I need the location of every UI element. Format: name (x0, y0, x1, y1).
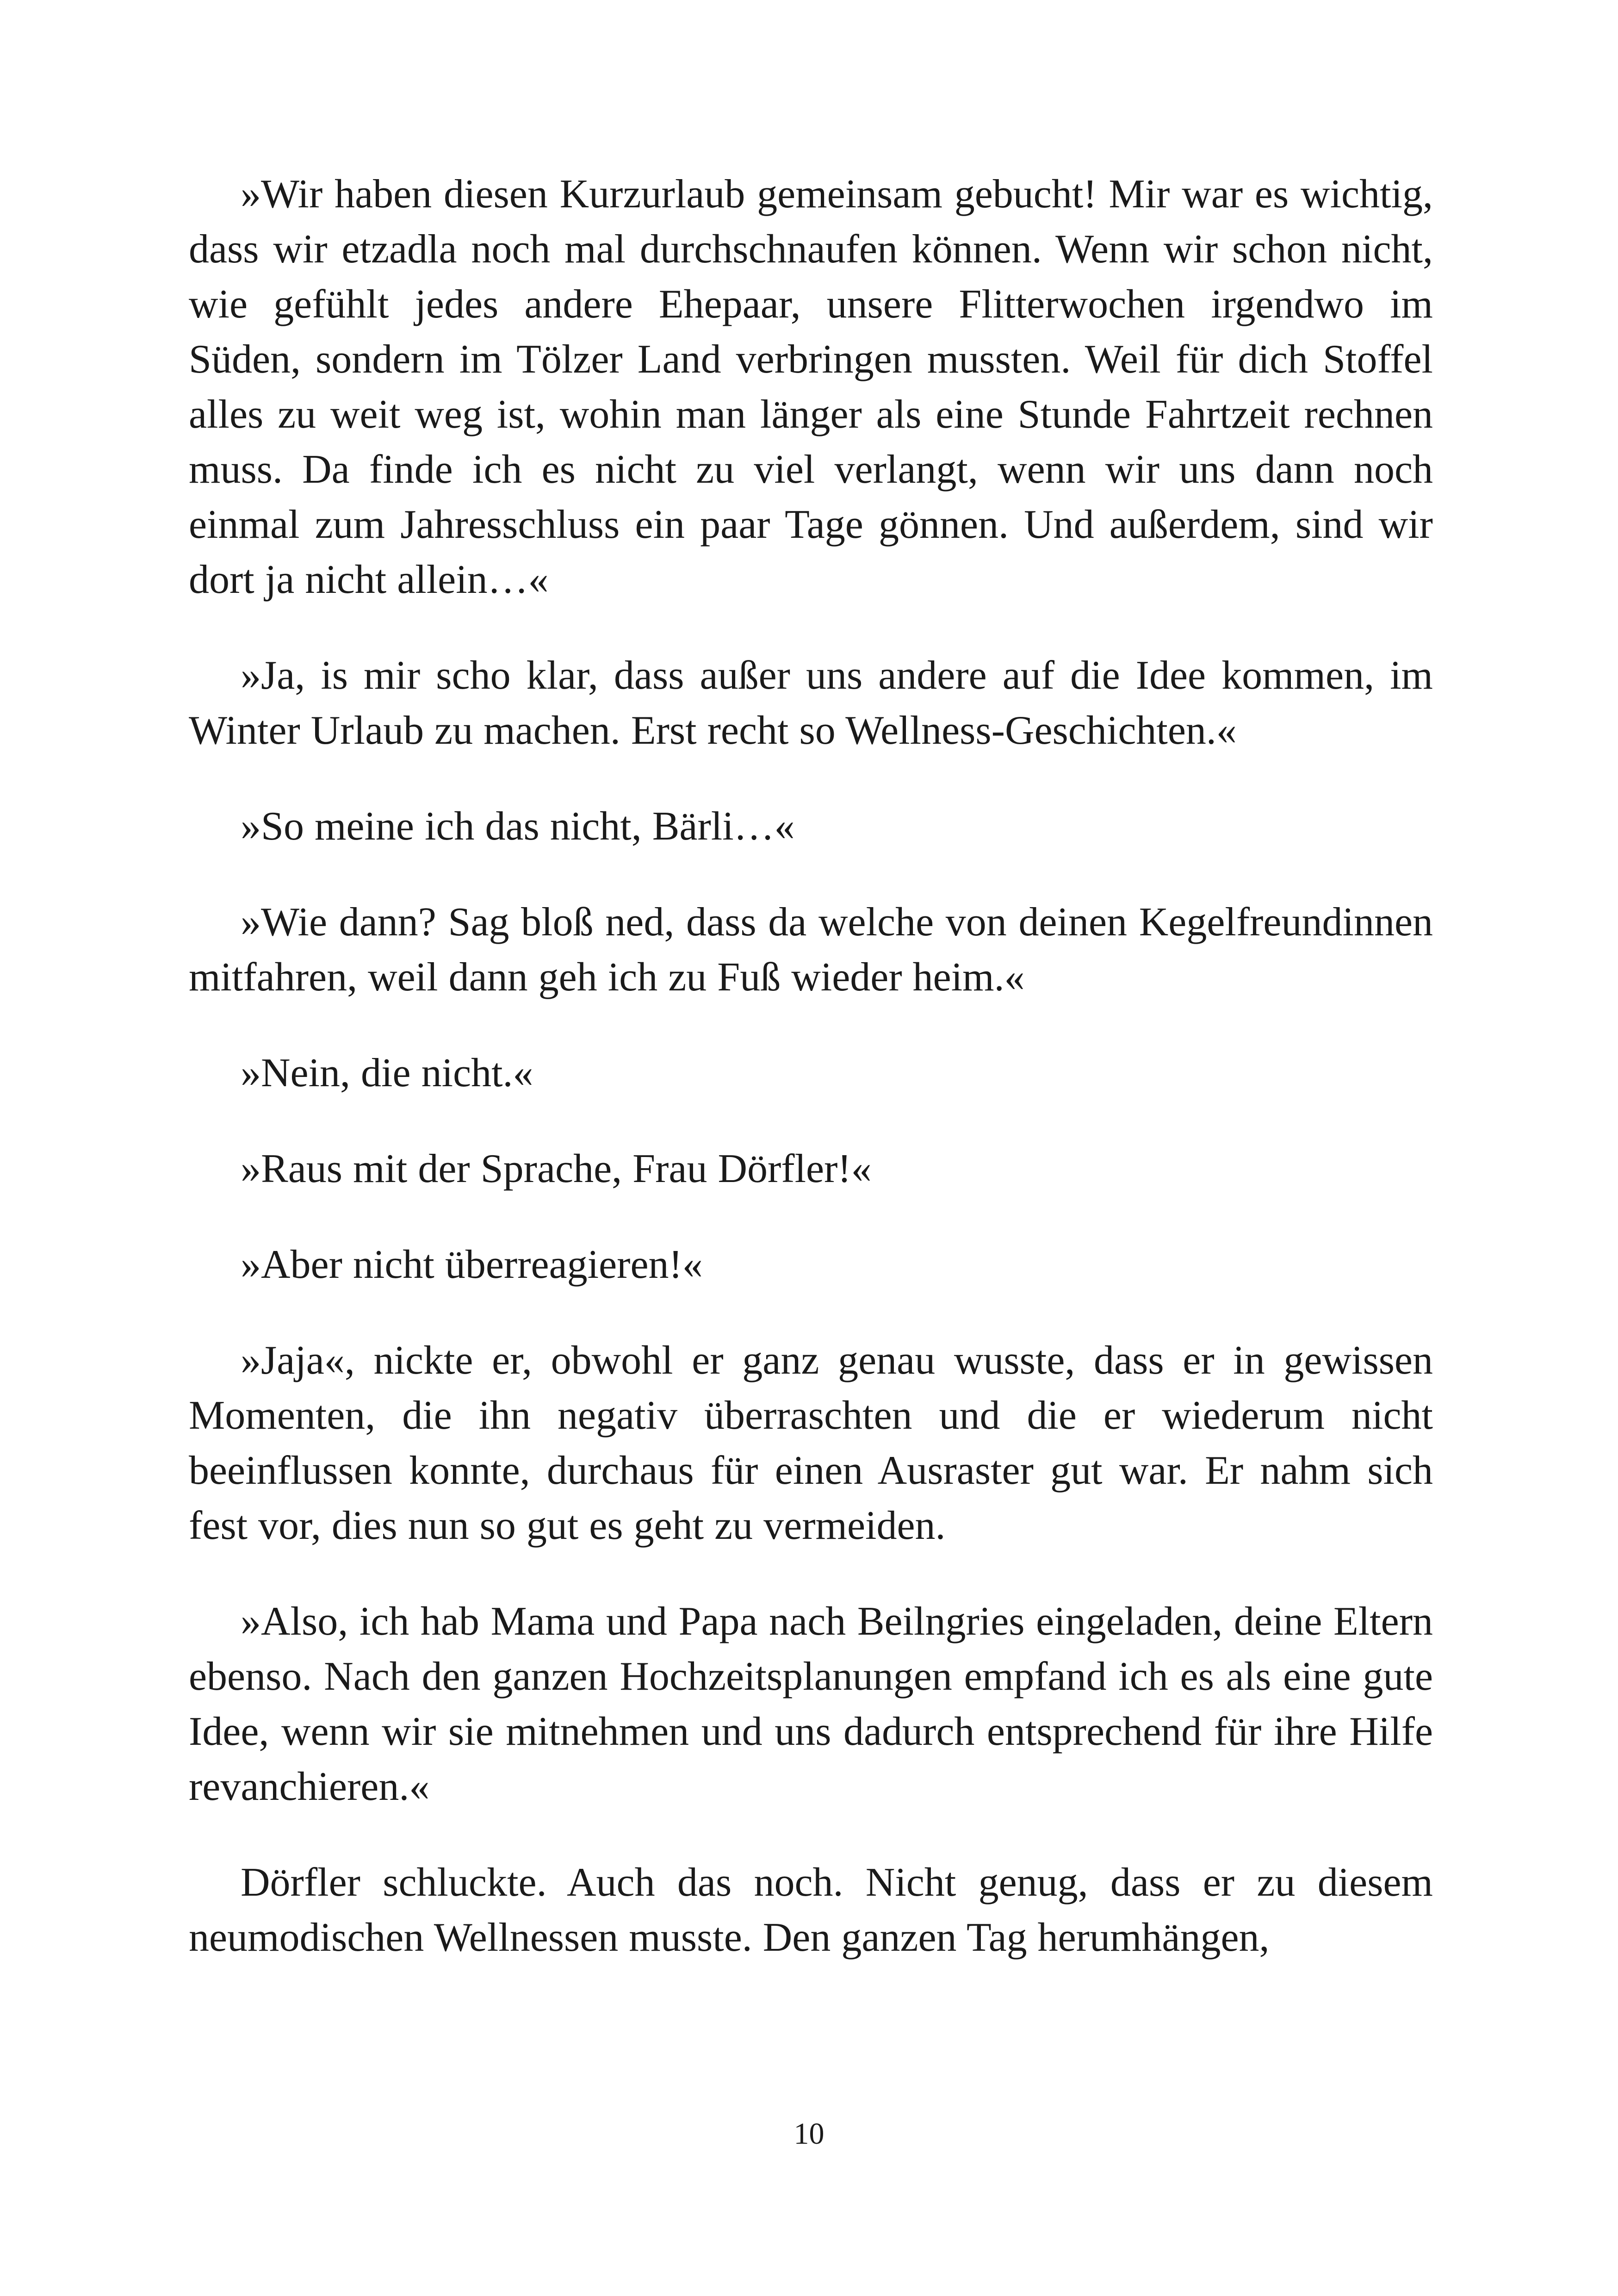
paragraph: »Also, ich hab Mama und Papa nach Beilngries eingeladen, deine Eltern ebenso. Nach den ganzen Hochzeitsplanungen empfand ich es als eine gute Idee, wenn wir sie mitnehmen und uns dadurch entsprechend für ihre Hilfe revanchieren.« (189, 1599, 1433, 1809)
paragraph: »Ja, is mir scho klar, dass außer uns andere auf die Idee kommen, im Winter Urlaub zu machen. Erst recht so Wellness-Geschichten.« (189, 653, 1433, 753)
paragraph: »Wie dann? Sag bloß ned, dass da welche von deinen Kegelfreundinnen mitfahren, weil dann geh ich zu Fuß wieder heim.« (189, 900, 1433, 1000)
page-text (189, 167, 1433, 2006)
paragraph: »Raus mit der Sprache, Frau Dörfler!« (241, 1146, 872, 1191)
paragraph: »Wir haben diesen Kurzurlaub gemeinsam gebucht! Mir war es wichtig, dass wir etzadla noch mal durchschnaufen können. Wenn wir schon nicht, wie gefühlt jedes andere Ehepaar, unsere Flitterwochen irgendwo im Süden, sondern im Tölzer Land verbringen mussten. Weil für dich Stoffel alles zu weit weg ist, wohin man länger als eine Stunde Fahrtzeit rechnen muss. Da finde ich es nicht zu viel verlangt, wenn wir uns dann noch einmal zum Jahresschluss ein paar Tage gönnen. Und außerdem, sind wir dort ja nicht allein…« (189, 172, 1433, 602)
paragraph: »Nein, die nicht.« (241, 1051, 533, 1095)
page-number: 10 (794, 2117, 824, 2151)
paragraph: Dörfler schluckte. Auch das noch. Nicht genug, dass er zu diesem neumodischen Wellnessen musste. Den ganzen Tag herumhängen, (189, 1860, 1433, 1960)
paragraph: »So meine ich das nicht, Bärli…« (241, 804, 795, 849)
paragraph: »Jaja«, nickte er, obwohl er ganz genau wusste, dass er in gewissen Momenten, die ihn negativ überraschten und die er wiederum nicht beeinflussen konnte, durchaus für einen Ausraster gut war. Er nahm sich fest vor, dies nun so gut es geht zu vermeiden. (189, 1338, 1433, 1548)
paragraph: »Aber nicht überreagieren!« (241, 1242, 703, 1287)
